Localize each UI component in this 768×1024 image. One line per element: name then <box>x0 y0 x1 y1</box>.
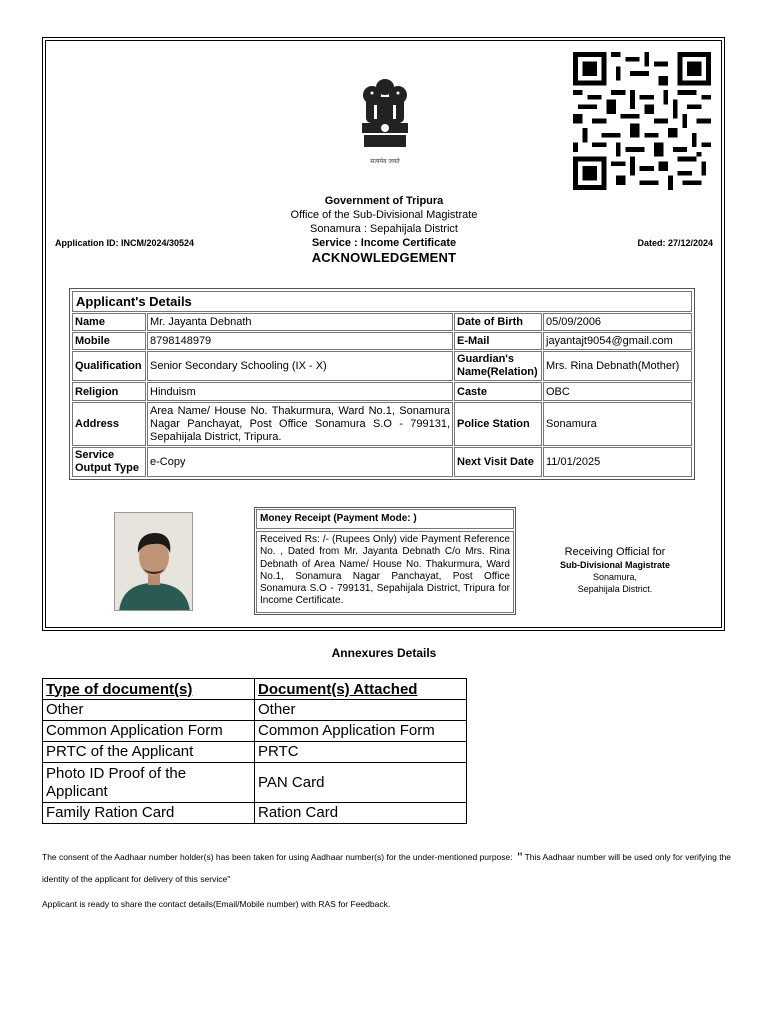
dated: Dated: 27/12/2024 <box>637 238 713 248</box>
next-visit-label: Next Visit Date <box>454 447 542 477</box>
mobile-label: Mobile <box>72 332 146 350</box>
annexures-table <box>42 678 467 824</box>
receiving-line-4: Sepahijala District. <box>577 584 653 594</box>
annex-doc: Common Application Form <box>255 721 467 742</box>
annex-doc: PAN Card <box>255 763 467 803</box>
annex-type: Common Application Form <box>43 721 255 742</box>
police-station-value: Sonamura <box>543 402 692 446</box>
office-location: Sonamura : Sepahijala District <box>310 223 458 235</box>
consent-text-a: The consent of the Aadhaar number holder(s) has been taken for using Aadhaar number(s) for the under-mentioned purpose: <box>42 852 513 862</box>
receiving-official <box>540 545 690 595</box>
guardian-value: Mrs. Rina Debnath(Mother) <box>543 351 692 381</box>
output-type-label: Service Output Type <box>72 447 146 477</box>
caste-label: Caste <box>454 382 542 401</box>
religion-label: Religion <box>72 382 146 401</box>
name-value: Mr. Jayanta Debnath <box>147 313 453 331</box>
share-consent: Applicant is ready to share the contact details(Email/Mobile number) with RAS for Feedback. <box>42 899 391 909</box>
applicant-details <box>69 288 695 480</box>
address-label: Address <box>72 402 146 446</box>
annex-col-doc: Document(s) Attached <box>255 679 467 700</box>
annex-type: Photo ID Proof of the Applicant <box>43 763 255 803</box>
service-name: Service : Income Certificate <box>311 237 457 249</box>
emblem-motto: सत्यमेव जयते <box>370 158 400 165</box>
application-id: Application ID: INCM/2024/30524 <box>55 238 195 248</box>
qualification-label: Qualification <box>72 351 146 381</box>
table-row <box>43 700 467 721</box>
consent-quote: " <box>517 849 523 865</box>
annexures-title: Annexures Details <box>331 646 437 660</box>
receiving-line-3: Sonamura, <box>592 572 638 582</box>
receiving-line-2: Sub-Divisional Magistrate <box>559 560 671 570</box>
dob-label: Date of Birth <box>454 313 542 331</box>
qr-code-icon <box>573 51 711 191</box>
annex-type: Family Ration Card <box>43 803 255 824</box>
applicant-details-title: Applicant's Details <box>72 291 692 312</box>
annex-doc: Other <box>255 700 467 721</box>
annex-type: Other <box>43 700 255 721</box>
email-label: E-Mail <box>454 332 542 350</box>
qualification-value: Senior Secondary Schooling (IX - X) <box>147 351 453 381</box>
annex-doc: Ration Card <box>255 803 467 824</box>
dob-value: 05/09/2006 <box>543 313 692 331</box>
applicant-photo <box>114 512 193 611</box>
page-title: ACKNOWLEDGEMENT <box>311 250 457 265</box>
table-row <box>43 763 467 803</box>
person-photo-icon <box>115 513 193 611</box>
guardian-label: Guardian's Name(Relation) <box>454 351 542 381</box>
consent-text-b: This Aadhaar number will be used only for verifying the identity of the applicant for delivery of this service" <box>42 852 732 884</box>
name-label: Name <box>72 313 146 331</box>
national-emblem-icon <box>350 75 420 167</box>
table-row <box>43 803 467 824</box>
annex-type: PRTC of the Applicant <box>43 742 255 763</box>
next-visit-value: 11/01/2025 <box>543 447 692 477</box>
receiving-line-1: Receiving Official for <box>564 546 666 558</box>
annex-col-type: Type of document(s) <box>43 679 255 700</box>
table-row <box>43 721 467 742</box>
mobile-value: 8798148979 <box>147 332 453 350</box>
address-value: Area Name/ House No. Thakurmura, Ward No.1, Sonamura Nagar Panchayat, Post Office Sonamura S.O - 799131, Sepahijala District, Tripura. <box>147 402 453 446</box>
aadhaar-consent <box>42 846 732 890</box>
output-type-value: e-Copy <box>147 447 453 477</box>
government-name: Government of Tripura <box>324 195 444 207</box>
money-receipt-body: Received Rs: /- (Rupees Only) vide Payment Reference No. , Dated from Mr. Jayanta Debnath C/o Mrs. Rina Debnath of Area Name/ House No. Thakurmura, Ward No.1, Sonamura Nagar Panchayat, Post Office Sonamura S.O - 799131, Sepahijala District, Tripura for Income Certificate. <box>256 531 514 613</box>
money-receipt-title: Money Receipt (Payment Mode: ) <box>256 509 514 529</box>
office-name: Office of the Sub-Divisional Magistrate <box>290 209 478 221</box>
police-station-label: Police Station <box>454 402 542 446</box>
annex-doc: PRTC <box>255 742 467 763</box>
email-value: jayantajt9054@gmail.com <box>543 332 692 350</box>
religion-value: Hinduism <box>147 382 453 401</box>
caste-value: OBC <box>543 382 692 401</box>
money-receipt <box>254 507 516 615</box>
table-row <box>43 742 467 763</box>
